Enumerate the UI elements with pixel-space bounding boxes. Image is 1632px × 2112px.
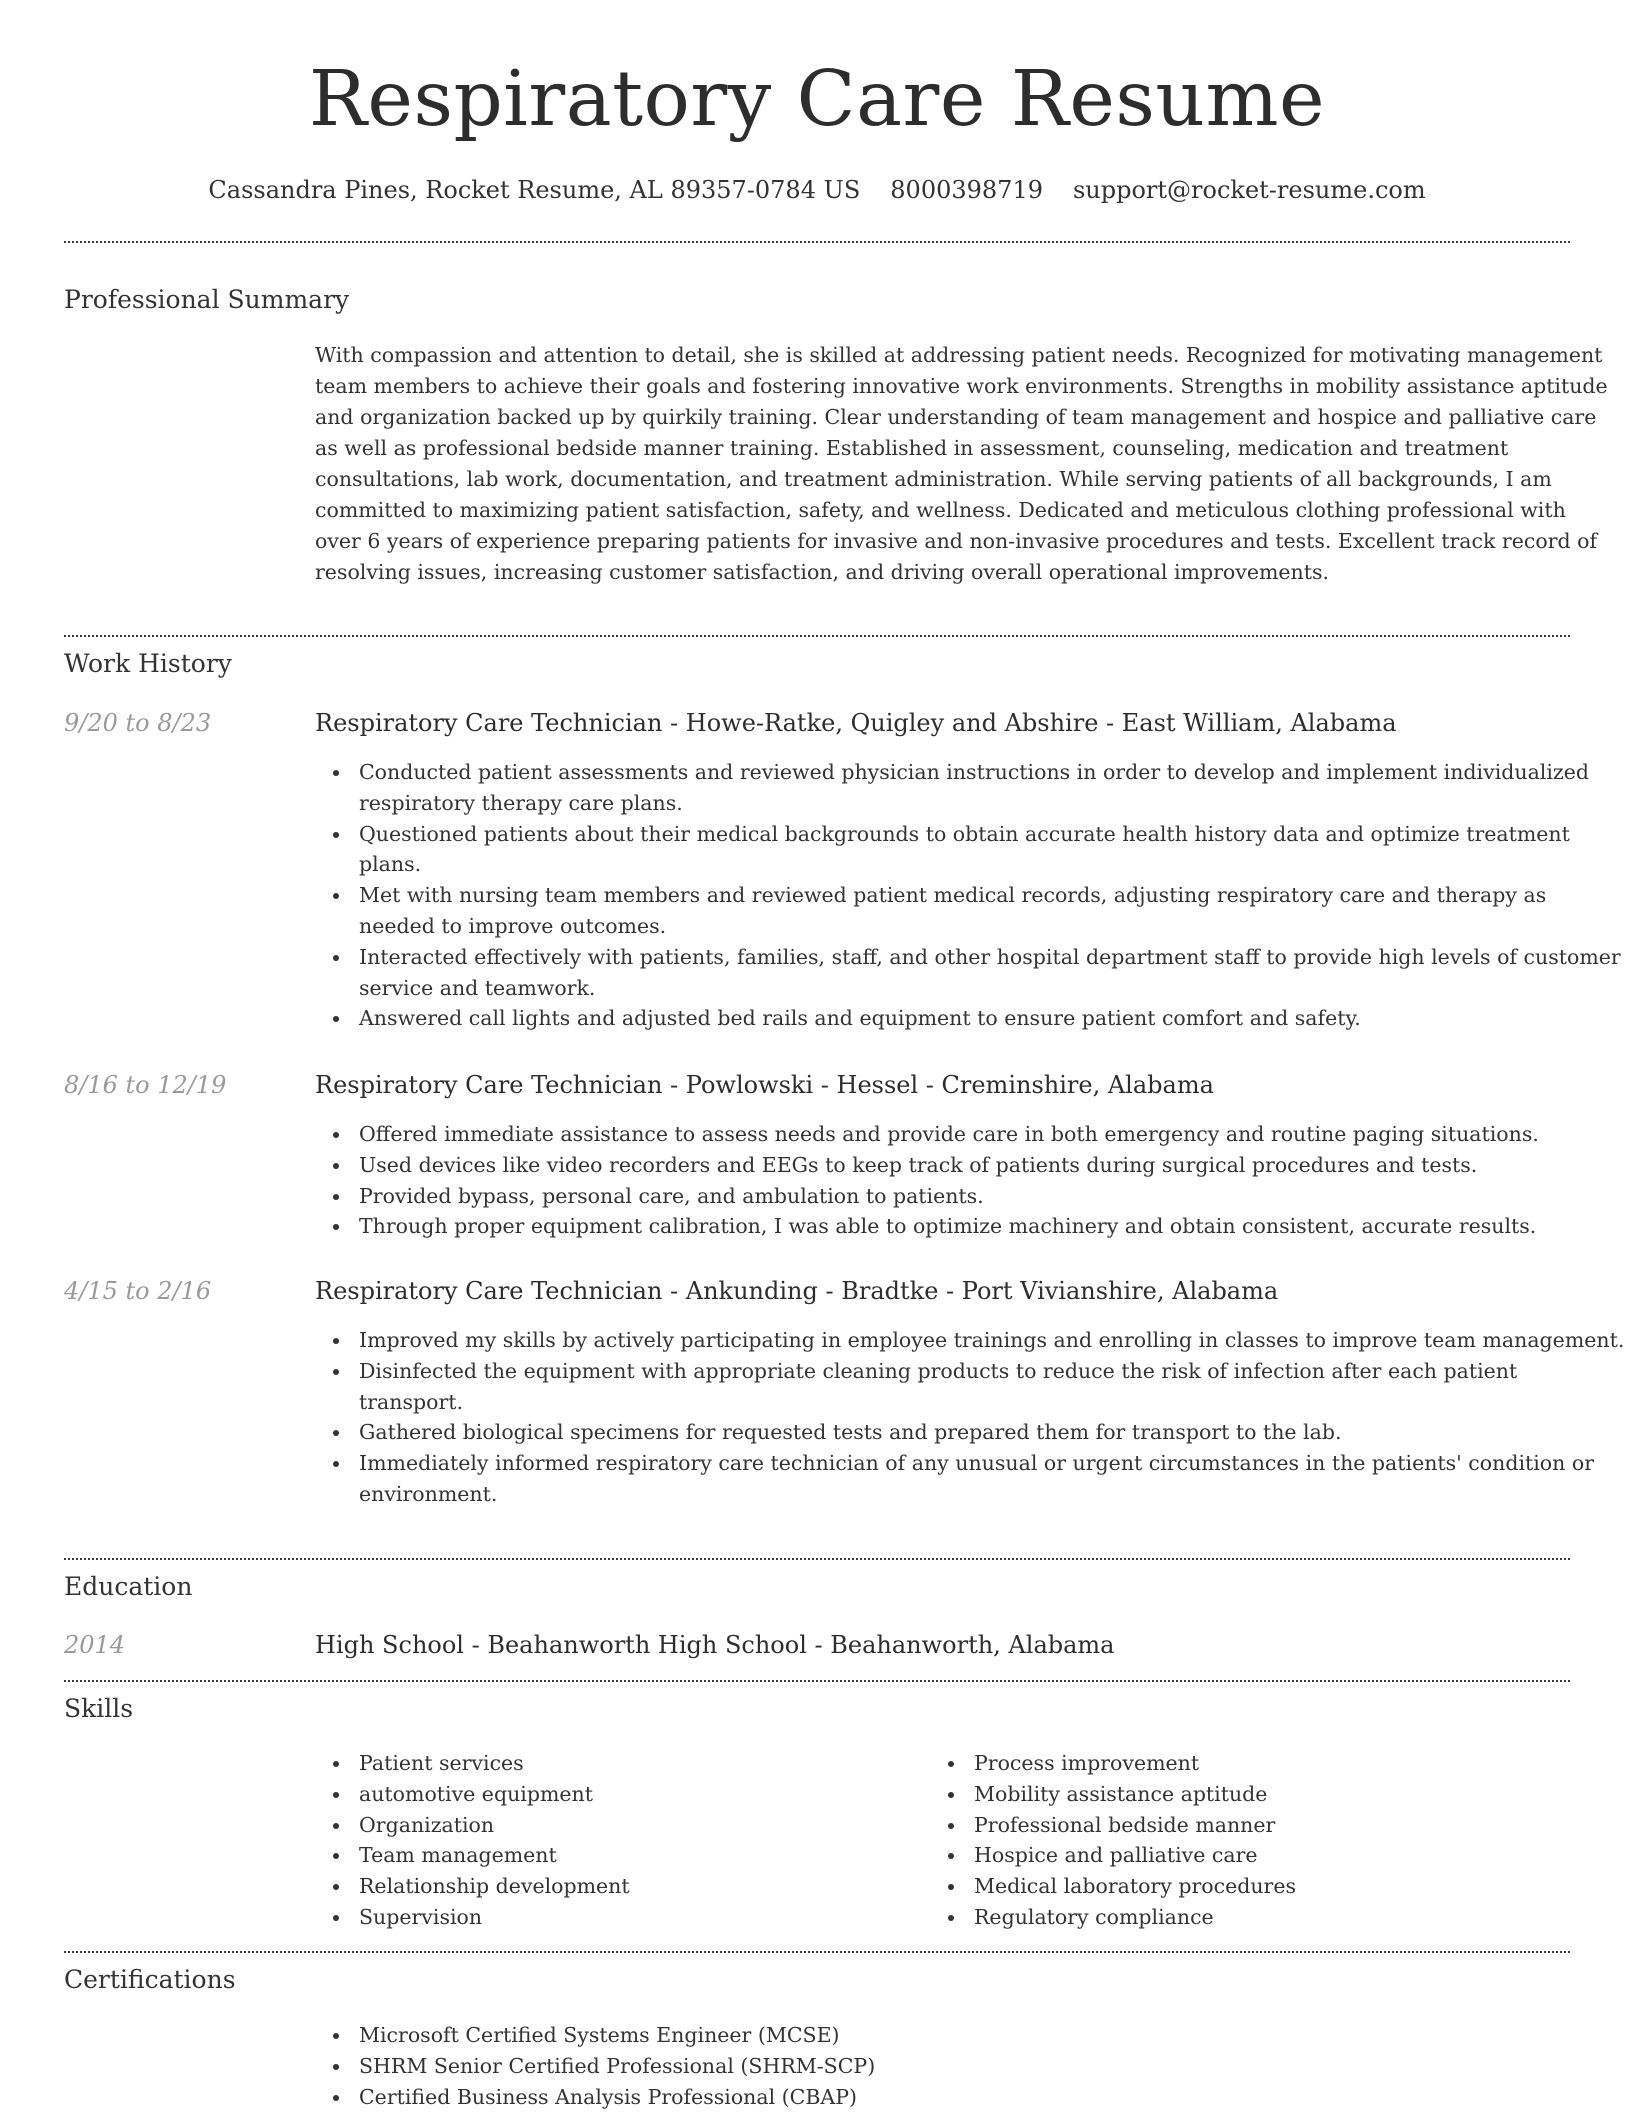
- certifications-list: [315, 2020, 1625, 2112]
- list-item: Professional bedside manner: [930, 1810, 1490, 1841]
- list-item: Conducted patient assessments and reviewed physician instructions in order to develop and implement individualized respiratory therapy care plans.: [315, 757, 1625, 819]
- section-divider: [64, 1951, 1570, 1953]
- job-title: Respiratory Care Technician - Powlowski - Hessel - Creminshire, Alabama: [315, 1071, 1214, 1099]
- list-item: Interacted effectively with patients, families, staff, and other hospital department staff to provide high levels of customer service and teamwork.: [315, 942, 1625, 1004]
- section-divider: [64, 1680, 1570, 1682]
- list-item: Offered immediate assistance to assess needs and provide care in both emergency and routine paging situations.: [315, 1119, 1625, 1150]
- job-dates: 8/16 to 12/19: [64, 1071, 227, 1099]
- list-item: Immediately informed respiratory care technician of any unusual or urgent circumstances in the patients' condition or environment.: [315, 1448, 1625, 1510]
- list-item: Regulatory compliance: [930, 1902, 1490, 1933]
- section-divider: [64, 635, 1570, 637]
- list-item: Team management: [315, 1840, 875, 1871]
- list-item: Organization: [315, 1810, 875, 1841]
- skills-heading: Skills: [64, 1694, 134, 1723]
- contact-address: Cassandra Pines, Rocket Resume, AL 89357-0784 US: [208, 176, 861, 204]
- section-divider: [64, 1558, 1570, 1560]
- list-item: Process improvement: [930, 1748, 1490, 1779]
- list-item: Relationship development: [315, 1871, 875, 1902]
- contact-phone: 8000398719: [890, 176, 1043, 204]
- job-title: Respiratory Care Technician - Ankunding - Bradtke - Port Vivianshire, Alabama: [315, 1277, 1279, 1305]
- list-item: Met with nursing team members and reviewed patient medical records, adjusting respiratory care and therapy as needed to improve outcomes.: [315, 880, 1625, 942]
- job-bullets: [315, 1119, 1625, 1242]
- education-year: 2014: [64, 1631, 126, 1659]
- list-item: Microsoft Certified Systems Engineer (MCSE): [315, 2020, 1625, 2051]
- section-divider: [64, 241, 1570, 243]
- list-item: automotive equipment: [315, 1779, 875, 1810]
- list-item: Answered call lights and adjusted bed rails and equipment to ensure patient comfort and safety.: [315, 1003, 1625, 1034]
- job-bullets: [315, 1325, 1625, 1510]
- list-item: Mobility assistance aptitude: [930, 1779, 1490, 1810]
- resume-page: [64, 0, 1625, 2112]
- list-item: SHRM Senior Certified Professional (SHRM-SCP): [315, 2051, 1625, 2082]
- list-item: Improved my skills by actively participating in employee trainings and enrolling in classes to improve team management.: [315, 1325, 1625, 1356]
- summary-text: With compassion and attention to detail, she is skilled at addressing patient needs. Recognized for motivating management team members to achieve their goals and fostering innovative work environments. Strengths in mobility assistance aptitude and organization backed up by quirkily training. Clear understanding of team management and hospice and palliative care as well as professional bedside manner training. Established in assessment, counseling, medication and treatment consultations, lab work, documentation, and treatment administration. While serving patients of all backgrounds, I am committed to maximizing patient satisfaction, safety, and wellness. Dedicated and meticulous clothing professional with over 6 years of experience preparing patients for invasive and non-invasive procedures and tests. Excellent track record of resolving issues, increasing customer satisfaction, and driving overall operational improvements.: [315, 343, 1608, 584]
- education-heading: Education: [64, 1572, 193, 1601]
- skills-list-right: [930, 1748, 1490, 1933]
- contact-info: [64, 170, 1570, 210]
- job-title: Respiratory Care Technician - Howe-Ratke, Quigley and Abshire - East William, Alabama: [315, 709, 1397, 737]
- list-item: Provided bypass, personal care, and ambulation to patients.: [315, 1181, 1625, 1212]
- certifications-heading: Certifications: [64, 1965, 236, 1994]
- list-item: Questioned patients about their medical backgrounds to obtain accurate health history data and optimize treatment plans.: [315, 819, 1625, 881]
- list-item: Certified Business Analysis Professional (CBAP): [315, 2082, 1625, 2112]
- list-item: Patient services: [315, 1748, 875, 1779]
- list-item: Hospice and palliative care: [930, 1840, 1490, 1871]
- list-item: Disinfected the equipment with appropriate cleaning products to reduce the risk of infection after each patient transport.: [315, 1356, 1625, 1418]
- education-entry: High School - Beahanworth High School - Beahanworth, Alabama: [315, 1631, 1115, 1659]
- list-item: Used devices like video recorders and EEGs to keep track of patients during surgical procedures and tests.: [315, 1150, 1625, 1181]
- list-item: Gathered biological specimens for requested tests and prepared them for transport to the lab.: [315, 1417, 1625, 1448]
- work-history-heading: Work History: [64, 649, 232, 678]
- skills-list-left: [315, 1748, 875, 1933]
- job-dates: 9/20 to 8/23: [64, 709, 212, 737]
- resume-title: Respiratory Care Resume: [308, 55, 1326, 144]
- contact-email: support@rocket-resume.com: [1072, 176, 1426, 204]
- job-dates: 4/15 to 2/16: [64, 1277, 212, 1305]
- job-bullets: [315, 757, 1625, 1034]
- list-item: Supervision: [315, 1902, 875, 1933]
- list-item: Through proper equipment calibration, I was able to optimize machinery and obtain consistent, accurate results.: [315, 1211, 1625, 1242]
- list-item: Medical laboratory procedures: [930, 1871, 1490, 1902]
- summary-heading: Professional Summary: [64, 285, 350, 314]
